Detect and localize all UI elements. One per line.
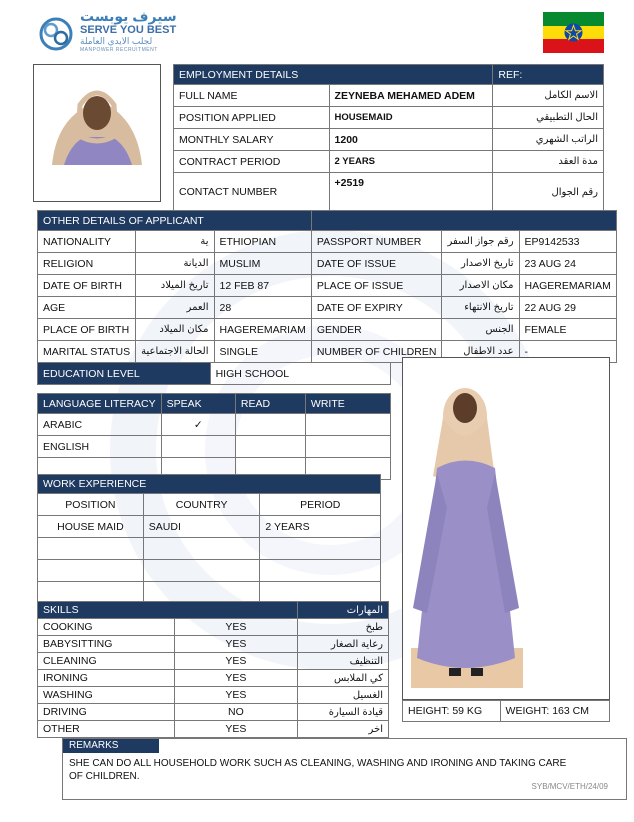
work-country: SAUDI: [143, 516, 260, 538]
skill-cleaning-arabic: التنظيف: [298, 653, 389, 670]
remarks-header: REMARKS: [63, 739, 159, 753]
english-speak: [161, 436, 235, 458]
skill-other-arabic: اخر: [298, 721, 389, 738]
date-of-issue-label: DATE OF ISSUE: [311, 253, 442, 275]
date-of-issue-arabic: تاريخ الاصدار: [442, 253, 519, 275]
skill-cooking-value: YES: [174, 619, 297, 636]
logo-arabic: سيرف يوبست: [80, 8, 177, 24]
work-period: 2 YEARS: [260, 516, 381, 538]
contract-period-label: CONTRACT PERIOD: [174, 151, 330, 173]
monthly-salary-label: MONTHLY SALARY: [174, 129, 330, 151]
date-of-issue-value: 23 AUG 24: [519, 253, 616, 275]
monthly-salary-arabic: الراتب الشهري: [493, 129, 604, 151]
work-empty-period: [260, 538, 381, 560]
ref-label: REF:: [493, 65, 604, 85]
number-of-children-label: NUMBER OF CHILDREN: [311, 341, 442, 363]
company-logo-icon: [38, 14, 74, 54]
place-of-issue-label: PLACE OF ISSUE: [311, 275, 442, 297]
remarks-text: SHE CAN DO ALL HOUSEHOLD WORK SUCH AS CLEANING, WASHING AND IRONING AND TAKING CARE OF CHILDREN.: [69, 758, 567, 782]
arabic-read: [235, 414, 305, 436]
skill-babysitting-arabic: رعاية الصغار: [298, 636, 389, 653]
skill-driving: DRIVING: [38, 704, 175, 721]
document-code: SYB/MCV/ETH/24/09: [531, 782, 608, 791]
marital-status-value: SINGLE: [214, 341, 311, 363]
language-literacy-header: LANGUAGE LITERACY: [38, 394, 162, 414]
skills-table: [37, 601, 389, 738]
applicant-photo-full: [402, 357, 610, 700]
arabic-speak-check: ✓: [161, 414, 235, 436]
work-experience-header: WORK EXPERIENCE: [38, 475, 381, 494]
height-weight-table: [402, 700, 610, 722]
place-of-issue-value: HAGEREMARIAM: [519, 275, 616, 297]
skill-driving-arabic: قيادة السيارة: [298, 704, 389, 721]
education-level-label: EDUCATION LEVEL: [38, 363, 211, 385]
gender-label: GENDER: [311, 319, 442, 341]
position-applied-value: HOUSEMAID: [329, 107, 493, 129]
period-header: PERIOD: [260, 494, 381, 516]
date-of-birth-label: DATE OF BIRTH: [38, 275, 136, 297]
skill-cleaning-value: YES: [174, 653, 297, 670]
arabic-write: [305, 414, 390, 436]
skills-header-arabic: المهارات: [298, 602, 389, 619]
logo-subtitle: MANPOWER RECRUITMENT: [80, 47, 158, 53]
position-applied-arabic: الحال التطبيقي: [493, 107, 604, 129]
passport-number-value: EP9142533: [519, 231, 616, 253]
contract-period-value: 2 YEARS: [329, 151, 493, 173]
employment-details-header: EMPLOYMENT DETAILS: [174, 65, 493, 85]
employment-details-table: [173, 64, 604, 212]
full-name-value: ZEYNEBA MEHAMED ADEM: [329, 85, 493, 107]
marital-status-label: MARITAL STATUS: [38, 341, 136, 363]
write-header: WRITE: [305, 394, 390, 414]
skill-washing-arabic: الغسيل: [298, 687, 389, 704]
skill-babysitting-value: YES: [174, 636, 297, 653]
skill-driving-value: NO: [174, 704, 297, 721]
place-of-birth-value: HAGEREMARIAM: [214, 319, 311, 341]
work-empty-country: [143, 560, 260, 582]
skill-washing: WASHING: [38, 687, 175, 704]
skill-other-value: YES: [174, 721, 297, 738]
nationality-arabic: ية: [136, 231, 214, 253]
date-of-expiry-label: DATE OF EXPIRY: [311, 297, 442, 319]
position-applied-label: POSITION APPLIED: [174, 107, 330, 129]
logo-english: SERVE YOU BEST: [80, 24, 177, 36]
number-of-children-value: -: [519, 341, 616, 363]
religion-arabic: الديانة: [136, 253, 214, 275]
skill-ironing: IRONING: [38, 670, 175, 687]
skill-cooking-arabic: طبخ: [298, 619, 389, 636]
full-name-arabic: الاسم الكامل: [493, 85, 604, 107]
position-header: POSITION: [38, 494, 144, 516]
read-header: READ: [235, 394, 305, 414]
work-empty-position: [38, 560, 144, 582]
skill-cooking: COOKING: [38, 619, 175, 636]
work-empty-country: [143, 538, 260, 560]
education-table: [37, 362, 391, 385]
place-of-birth-label: PLACE OF BIRTH: [38, 319, 136, 341]
weight-value: WEIGHT: 163 CM: [500, 701, 609, 722]
skills-header: SKILLS: [38, 602, 298, 619]
gender-value: FEMALE: [519, 319, 616, 341]
language-literacy-table: [37, 393, 391, 480]
contact-number-value: +2519: [329, 173, 493, 212]
date-of-expiry-value: 22 AUG 29: [519, 297, 616, 319]
religion-label: RELIGION: [38, 253, 136, 275]
language-arabic: ARABIC: [38, 414, 162, 436]
passport-number-label: PASSPORT NUMBER: [311, 231, 442, 253]
other-details-header-right: [311, 211, 616, 231]
work-experience-table: [37, 474, 381, 604]
ethiopia-flag-icon: [543, 12, 604, 53]
height-value: HEIGHT: 59 KG: [403, 701, 501, 722]
skill-babysitting: BABYSITTING: [38, 636, 175, 653]
speak-header: SPEAK: [161, 394, 235, 414]
number-of-children-arabic: عدد الاطفال: [442, 341, 519, 363]
work-empty-position: [38, 538, 144, 560]
contact-number-label: CONTACT NUMBER: [174, 173, 330, 212]
english-read: [235, 436, 305, 458]
age-arabic: العمر: [136, 297, 214, 319]
marital-status-arabic: الحالة الاجتماعية: [136, 341, 214, 363]
remarks-box: [62, 738, 627, 800]
skill-other: OTHER: [38, 721, 175, 738]
monthly-salary-value: 1200: [329, 129, 493, 151]
date-of-birth-value: 12 FEB 87: [214, 275, 311, 297]
age-value: 28: [214, 297, 311, 319]
age-label: AGE: [38, 297, 136, 319]
education-level-value: HIGH SCHOOL: [210, 363, 390, 385]
nationality-label: NATIONALITY: [38, 231, 136, 253]
place-of-birth-arabic: مكان الميلاد: [136, 319, 214, 341]
language-english: ENGLISH: [38, 436, 162, 458]
full-name-label: FULL NAME: [174, 85, 330, 107]
nationality-value: ETHIOPIAN: [214, 231, 311, 253]
skill-ironing-arabic: كي الملابس: [298, 670, 389, 687]
applicant-photo-small: [33, 64, 161, 202]
gender-arabic: الجنس: [442, 319, 519, 341]
skill-washing-value: YES: [174, 687, 297, 704]
english-write: [305, 436, 390, 458]
other-details-header: OTHER DETAILS OF APPLICANT: [38, 211, 312, 231]
contact-number-arabic: رقم الجوال: [493, 173, 604, 212]
contract-period-arabic: مدة العقد: [493, 151, 604, 173]
skill-cleaning: CLEANING: [38, 653, 175, 670]
date-of-birth-arabic: تاريخ الميلاد: [136, 275, 214, 297]
country-header: COUNTRY: [143, 494, 260, 516]
work-position: HOUSE MAID: [38, 516, 144, 538]
other-details-table: [37, 210, 617, 363]
date-of-expiry-arabic: تاريخ الانتهاء: [442, 297, 519, 319]
religion-value: MUSLIM: [214, 253, 311, 275]
work-empty-period: [260, 560, 381, 582]
logo-arabic-sub: لجلب الايدي العاملة: [80, 36, 153, 46]
skill-ironing-value: YES: [174, 670, 297, 687]
passport-number-arabic: رقم جواز السفر: [442, 231, 519, 253]
place-of-issue-arabic: مكان الاصدار: [442, 275, 519, 297]
